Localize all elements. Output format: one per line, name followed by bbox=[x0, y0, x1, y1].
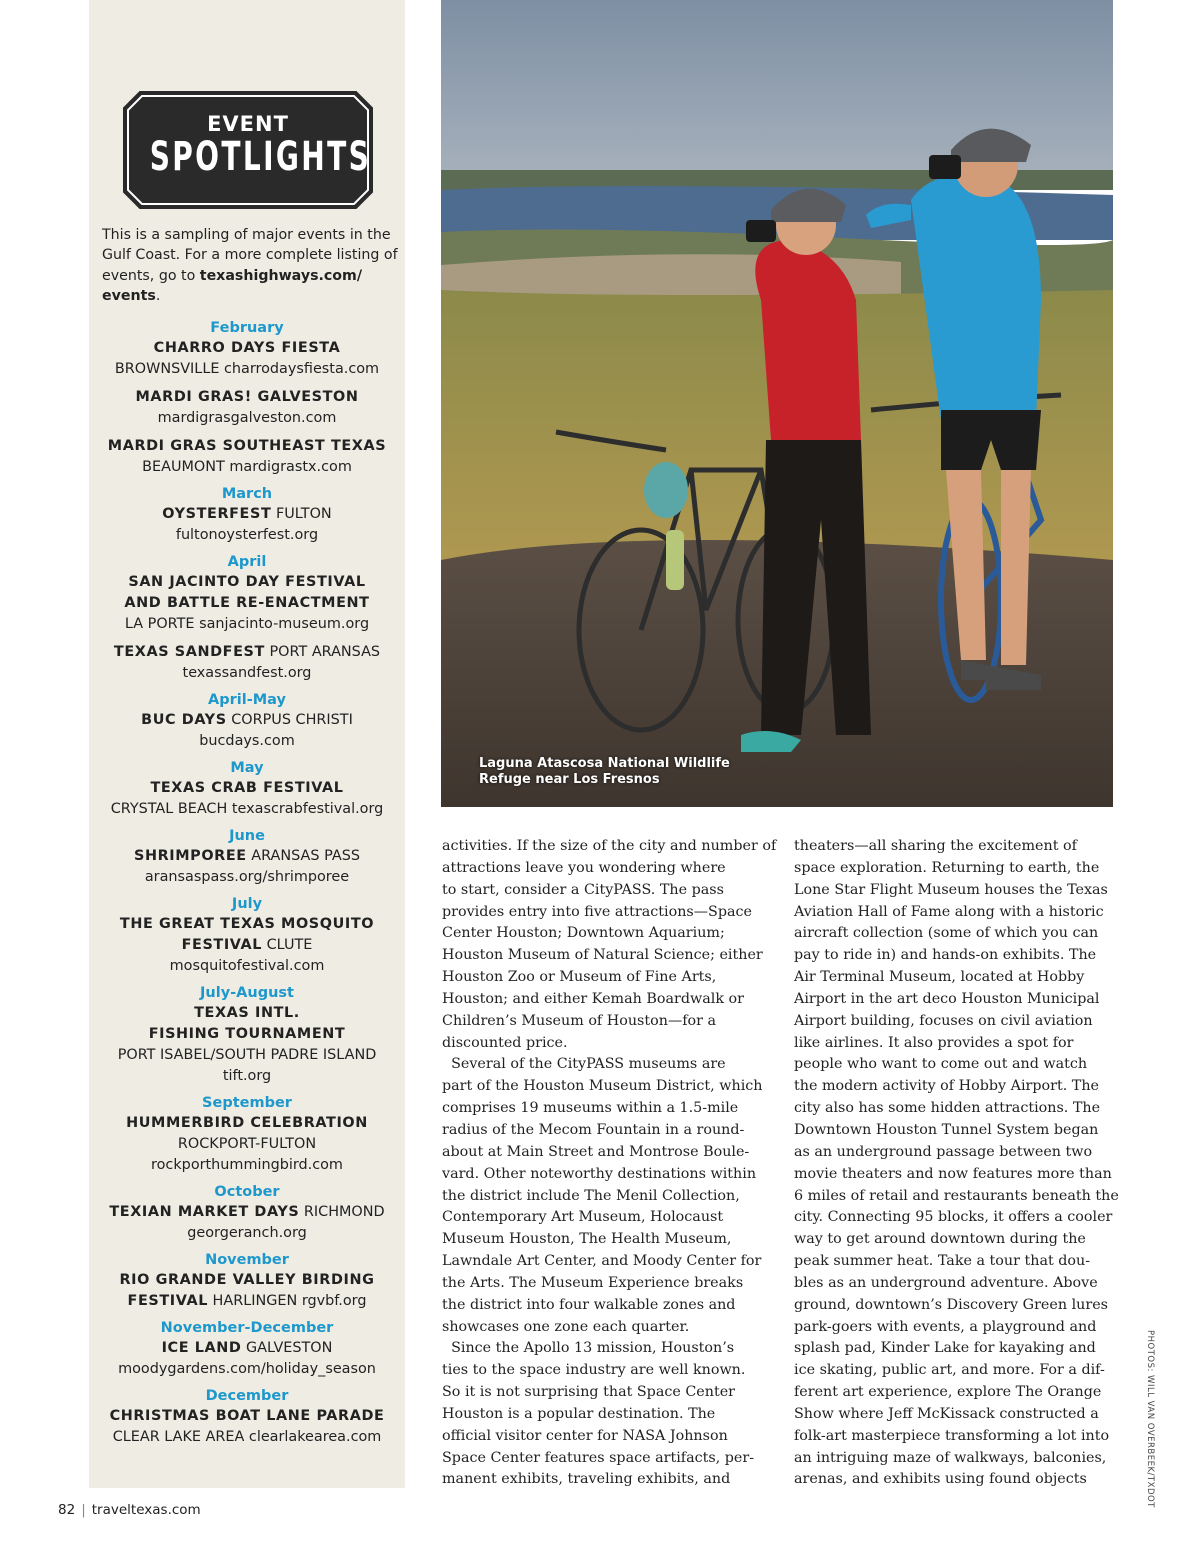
body-text-line: arenas, and exhibits using found objects bbox=[794, 1471, 1087, 1488]
event-line bbox=[97, 1066, 397, 1087]
event-detail: GALVESTON bbox=[241, 1340, 333, 1356]
event-name: MARDI GRAS! GALVESTON bbox=[135, 389, 359, 405]
event-name: ICE LAND bbox=[161, 1340, 242, 1356]
event-detail: CORPUS CHRISTI bbox=[226, 712, 353, 728]
body-text-line: to start, consider a CityPASS. The pass bbox=[442, 881, 724, 898]
footer-site[interactable]: traveltexas.com bbox=[91, 1502, 201, 1518]
event-line bbox=[97, 1291, 397, 1312]
body-text-line: Center Houston; Downtown Aquarium; bbox=[442, 925, 725, 942]
body-text-line: Show where Jeff McKissack constructed a bbox=[794, 1405, 1099, 1422]
body-text-line: part of the Houston Museum District, which bbox=[442, 1078, 763, 1095]
body-column-1 bbox=[442, 836, 777, 1491]
footer-separator: | bbox=[81, 1502, 86, 1518]
event-name: THE GREAT TEXAS MOSQUITO bbox=[119, 916, 375, 932]
body-text-line: Downtown Houston Tunnel System began bbox=[794, 1121, 1099, 1138]
event-line bbox=[97, 731, 397, 752]
photo-caption bbox=[479, 756, 779, 788]
event-detail: aransaspass.org/shrimporee bbox=[144, 869, 350, 885]
intro-link[interactable]: texashighways.com/ events bbox=[102, 267, 363, 304]
event-line bbox=[97, 935, 397, 956]
event-item bbox=[97, 1003, 397, 1087]
body-text-line: Lone Star Flight Museum houses the Texas bbox=[794, 881, 1108, 898]
event-month-heading: April bbox=[227, 554, 267, 570]
event-item bbox=[97, 338, 397, 380]
event-spotlights-badge bbox=[122, 90, 374, 210]
event-month-heading: November bbox=[205, 1252, 289, 1268]
body-text-line: showcases one zone each quarter. bbox=[442, 1318, 690, 1335]
body-text-line: Houston is a popular destination. The bbox=[442, 1405, 716, 1422]
body-text-line: activities. If the size of the city and number of bbox=[442, 838, 777, 854]
event-line bbox=[97, 525, 397, 546]
body-text-line: Contemporary Art Museum, Holocaust bbox=[442, 1209, 724, 1226]
event-month-heading: December bbox=[205, 1388, 289, 1404]
event-line bbox=[97, 593, 397, 614]
body-text-line: ties to the space industry are well known. bbox=[442, 1362, 746, 1379]
body-text-line: park-goers with events, a playground and bbox=[794, 1318, 1097, 1335]
event-month-heading: October bbox=[214, 1184, 280, 1200]
event-name: TEXAS SANDFEST bbox=[113, 644, 265, 660]
body-text-line: the district include The Menil Collection, bbox=[442, 1187, 740, 1204]
body-text-line: Space Center features space artifacts, per- bbox=[442, 1449, 755, 1466]
event-line bbox=[97, 1270, 397, 1291]
event-name: AND BATTLE RE-ENACTMENT bbox=[124, 595, 370, 611]
event-line bbox=[97, 408, 397, 429]
event-item bbox=[97, 504, 397, 546]
event-detail: HARLINGEN rgvbf.org bbox=[207, 1293, 367, 1309]
event-name: SAN JACINTO DAY FESTIVAL bbox=[128, 574, 366, 590]
event-detail: georgeranch.org bbox=[187, 1225, 307, 1241]
body-text-line: vard. Other noteworthy destinations within bbox=[442, 1165, 757, 1182]
body-text-line: Several of the CityPASS museums are bbox=[442, 1056, 726, 1073]
body-text-line: splash pad, Kinder Lake for kayaking and bbox=[794, 1340, 1096, 1357]
event-detail: RICHMOND bbox=[299, 1204, 385, 1220]
event-line bbox=[97, 1113, 397, 1134]
event-line bbox=[97, 1338, 397, 1359]
body-text-line: Children’s Museum of Houston—for a bbox=[442, 1012, 717, 1029]
event-line bbox=[97, 436, 397, 457]
event-line bbox=[97, 914, 397, 935]
event-name: FISHING TOURNAMENT bbox=[148, 1026, 346, 1042]
event-item bbox=[97, 387, 397, 429]
intro-text: This is a sampling of major events in the Gulf Coast. For a more complete listing of events, go to bbox=[102, 227, 398, 284]
photo-illustration bbox=[441, 0, 1113, 807]
body-text-line: peak summer heat. Take a tour that dou- bbox=[794, 1253, 1091, 1270]
body-text-line: official visitor center for NASA Johnson bbox=[442, 1427, 728, 1444]
event-detail: CLEAR LAKE AREA clearlakearea.com bbox=[112, 1429, 382, 1445]
caption-line-1: Laguna Atascosa National Wildlife bbox=[479, 756, 730, 771]
event-line bbox=[97, 504, 397, 525]
body-text-line: Aviation Hall of Fame along with a historic bbox=[794, 903, 1104, 920]
body-text-line: Museum Houston, The Health Museum, bbox=[442, 1231, 732, 1248]
event-line bbox=[97, 572, 397, 593]
event-detail: ROCKPORT-FULTON bbox=[177, 1136, 317, 1152]
body-text-line: Houston Museum of Natural Science; either bbox=[442, 947, 763, 964]
body-text-line: discounted price. bbox=[442, 1034, 568, 1051]
event-line bbox=[97, 1003, 397, 1024]
page-footer bbox=[58, 1502, 201, 1518]
body-text-line: about at Main Street and Montrose Boule- bbox=[442, 1143, 750, 1160]
event-line bbox=[97, 956, 397, 977]
body-text-line: Airport building, focuses on civil aviation bbox=[794, 1012, 1093, 1029]
event-name: TEXIAN MARKET DAYS bbox=[109, 1204, 300, 1220]
event-item bbox=[97, 1270, 397, 1312]
body-text-line: Since the Apollo 13 mission, Houston’s bbox=[442, 1340, 735, 1357]
event-line bbox=[97, 642, 397, 663]
badge-title-top: EVENT bbox=[207, 112, 289, 136]
event-name: FESTIVAL bbox=[127, 1293, 208, 1309]
event-name: CHRISTMAS BOAT LANE PARADE bbox=[109, 1408, 385, 1424]
body-text-line: ice skating, public art, and more. For a dif- bbox=[794, 1362, 1105, 1379]
event-detail: CLUTE bbox=[262, 937, 313, 953]
body-text-line: the Arts. The Museum Experience breaks bbox=[442, 1274, 744, 1291]
event-detail: ARANSAS PASS bbox=[246, 848, 360, 864]
event-month-heading: July-August bbox=[200, 985, 294, 1001]
event-month-heading: April-May bbox=[208, 692, 286, 708]
event-detail: CRYSTAL BEACH texascrabfestival.org bbox=[110, 801, 384, 817]
event-line bbox=[97, 846, 397, 867]
event-line bbox=[97, 1406, 397, 1427]
sidebar-intro bbox=[102, 225, 398, 306]
body-text-line: Houston Zoo or Museum of Fine Arts, bbox=[442, 969, 717, 986]
event-name: CHARRO DAYS FIESTA bbox=[153, 340, 341, 356]
event-detail: moodygardens.com/holiday_season bbox=[118, 1361, 376, 1377]
body-text-line: city also has some hidden attractions. The bbox=[794, 1100, 1101, 1117]
body-text-line: 6 miles of retail and restaurants beneath the bbox=[794, 1187, 1119, 1204]
body-text-line: the district into four walkable zones and bbox=[442, 1296, 736, 1313]
cyclists-birdwatching-photo bbox=[441, 0, 1113, 807]
event-month-heading: June bbox=[229, 828, 265, 844]
event-detail: bucdays.com bbox=[199, 733, 295, 749]
event-item bbox=[97, 778, 397, 820]
event-line bbox=[97, 1024, 397, 1045]
event-detail: PORT ISABEL/SOUTH PADRE ISLAND bbox=[117, 1047, 377, 1063]
event-detail: fultonoysterfest.org bbox=[175, 527, 319, 543]
body-text-line: Air Terminal Museum, located at Hobby bbox=[794, 969, 1085, 986]
event-name: BUC DAYS bbox=[141, 712, 227, 728]
event-detail: mosquitofestival.com bbox=[169, 958, 325, 974]
event-name: TEXAS CRAB FESTIVAL bbox=[150, 780, 344, 796]
body-text-line: comprises 19 museums within a 1.5-mile bbox=[442, 1100, 739, 1117]
event-month-heading: May bbox=[230, 760, 264, 776]
event-detail: texassandfest.org bbox=[182, 665, 312, 681]
event-line bbox=[97, 1359, 397, 1380]
body-text-line: Lawndale Art Center, and Moody Center for bbox=[442, 1253, 762, 1270]
event-detail: tift.org bbox=[222, 1068, 272, 1084]
event-line bbox=[97, 1202, 397, 1223]
event-line bbox=[97, 1045, 397, 1066]
event-item bbox=[97, 710, 397, 752]
event-line bbox=[97, 799, 397, 820]
event-detail: rockporthummingbird.com bbox=[151, 1157, 343, 1173]
body-text-line: ground, downtown’s Discovery Green lures bbox=[794, 1296, 1109, 1313]
body-text-line: radius of the Mecom Fountain in a round- bbox=[442, 1121, 745, 1138]
event-month-heading: September bbox=[202, 1095, 292, 1111]
caption-line-2: Refuge near Los Fresnos bbox=[479, 772, 660, 787]
page-number: 82 bbox=[58, 1502, 76, 1518]
event-detail: BEAUMONT mardigrastx.com bbox=[142, 459, 352, 475]
body-text-line: pay to ride in) and hands-on exhibits. The bbox=[794, 947, 1097, 964]
body-text-line: ferent art experience, explore The Orange bbox=[794, 1384, 1102, 1401]
body-text-line: city. Connecting 95 blocks, it offers a cooler bbox=[794, 1209, 1113, 1226]
event-month-heading: November-December bbox=[160, 1320, 334, 1336]
body-text-line: the modern activity of Hobby Airport. The bbox=[794, 1078, 1099, 1095]
event-detail: LA PORTE sanjacinto-museum.org bbox=[124, 616, 370, 632]
body-text-line: bles as an underground adventure. Above bbox=[794, 1274, 1098, 1291]
body-text-line: an intriguing maze of walkways, balconies, bbox=[794, 1449, 1107, 1466]
event-line bbox=[97, 338, 397, 359]
event-item bbox=[97, 1202, 397, 1244]
event-line bbox=[97, 867, 397, 888]
event-item bbox=[97, 1406, 397, 1448]
event-item bbox=[97, 642, 397, 684]
event-line bbox=[97, 778, 397, 799]
body-text-line: Houston; and either Kemah Boardwalk or bbox=[442, 990, 744, 1007]
event-line bbox=[97, 614, 397, 635]
body-text-line: space exploration. Returning to earth, the bbox=[794, 859, 1100, 876]
event-line bbox=[97, 710, 397, 731]
body-text-line: people who want to come out and watch bbox=[794, 1056, 1088, 1073]
event-item bbox=[97, 572, 397, 635]
event-line bbox=[97, 1134, 397, 1155]
event-name: OYSTERFEST bbox=[162, 506, 272, 522]
body-text-line: as an underground passage between two bbox=[794, 1143, 1093, 1160]
event-line bbox=[97, 1427, 397, 1448]
body-text-line: theaters—all sharing the excitement of bbox=[794, 838, 1077, 854]
body-text-line: aircraft collection (some of which you can bbox=[794, 925, 1099, 942]
event-line bbox=[97, 359, 397, 380]
body-text-line: attractions leave you wondering where bbox=[442, 859, 726, 876]
event-spacer bbox=[97, 635, 397, 642]
event-line bbox=[97, 1155, 397, 1176]
event-line bbox=[97, 387, 397, 408]
body-text-line: Airport in the art deco Houston Municipal bbox=[794, 990, 1100, 1007]
body-text-line: manent exhibits, traveling exhibits, and bbox=[442, 1471, 731, 1488]
event-line bbox=[97, 663, 397, 684]
event-name: SHRIMPOREE bbox=[134, 848, 247, 864]
event-item bbox=[97, 436, 397, 478]
event-name: HUMMERBIRD CELEBRATION bbox=[126, 1115, 368, 1131]
event-name: TEXAS INTL. bbox=[194, 1005, 300, 1021]
body-text-line: folk-art masterpiece transforming a lot into bbox=[794, 1427, 1110, 1444]
body-column-2 bbox=[794, 836, 1119, 1491]
event-list bbox=[97, 319, 397, 1448]
event-detail: mardigrasgalveston.com bbox=[157, 410, 337, 426]
event-name: RIO GRANDE VALLEY BIRDING bbox=[119, 1272, 375, 1288]
body-text-line: way to get around downtown during the bbox=[794, 1231, 1086, 1248]
event-item bbox=[97, 1113, 397, 1176]
event-name: FESTIVAL bbox=[181, 937, 263, 953]
event-detail: PORT ARANSAS bbox=[264, 644, 381, 660]
event-month-heading: February bbox=[210, 320, 284, 336]
event-month-heading: March bbox=[221, 486, 273, 502]
event-line bbox=[97, 1223, 397, 1244]
body-text-line: provides entry into five attractions—Space bbox=[442, 903, 752, 920]
body-text-line: So it is not surprising that Space Center bbox=[442, 1384, 736, 1401]
badge-title-main: SPOTLIGHTS bbox=[149, 134, 372, 180]
body-text-line: like airlines. It also provides a spot for bbox=[794, 1034, 1074, 1051]
photo-credit: PHOTOS: WILL VAN OVERBEEK/TXDOT bbox=[1145, 1330, 1155, 1508]
event-item bbox=[97, 1338, 397, 1380]
event-detail: FULTON bbox=[271, 506, 332, 522]
event-detail: BROWNSVILLE charrodaysfiesta.com bbox=[114, 361, 380, 377]
event-line bbox=[97, 457, 397, 478]
event-month-heading: July bbox=[231, 896, 263, 912]
event-item bbox=[97, 846, 397, 888]
event-name: MARDI GRAS SOUTHEAST TEXAS bbox=[107, 438, 387, 454]
event-spacer bbox=[97, 429, 397, 436]
event-spacer bbox=[97, 380, 397, 387]
intro-end: . bbox=[155, 287, 161, 304]
body-text-line: movie theaters and now features more than bbox=[794, 1165, 1112, 1182]
event-item bbox=[97, 914, 397, 977]
